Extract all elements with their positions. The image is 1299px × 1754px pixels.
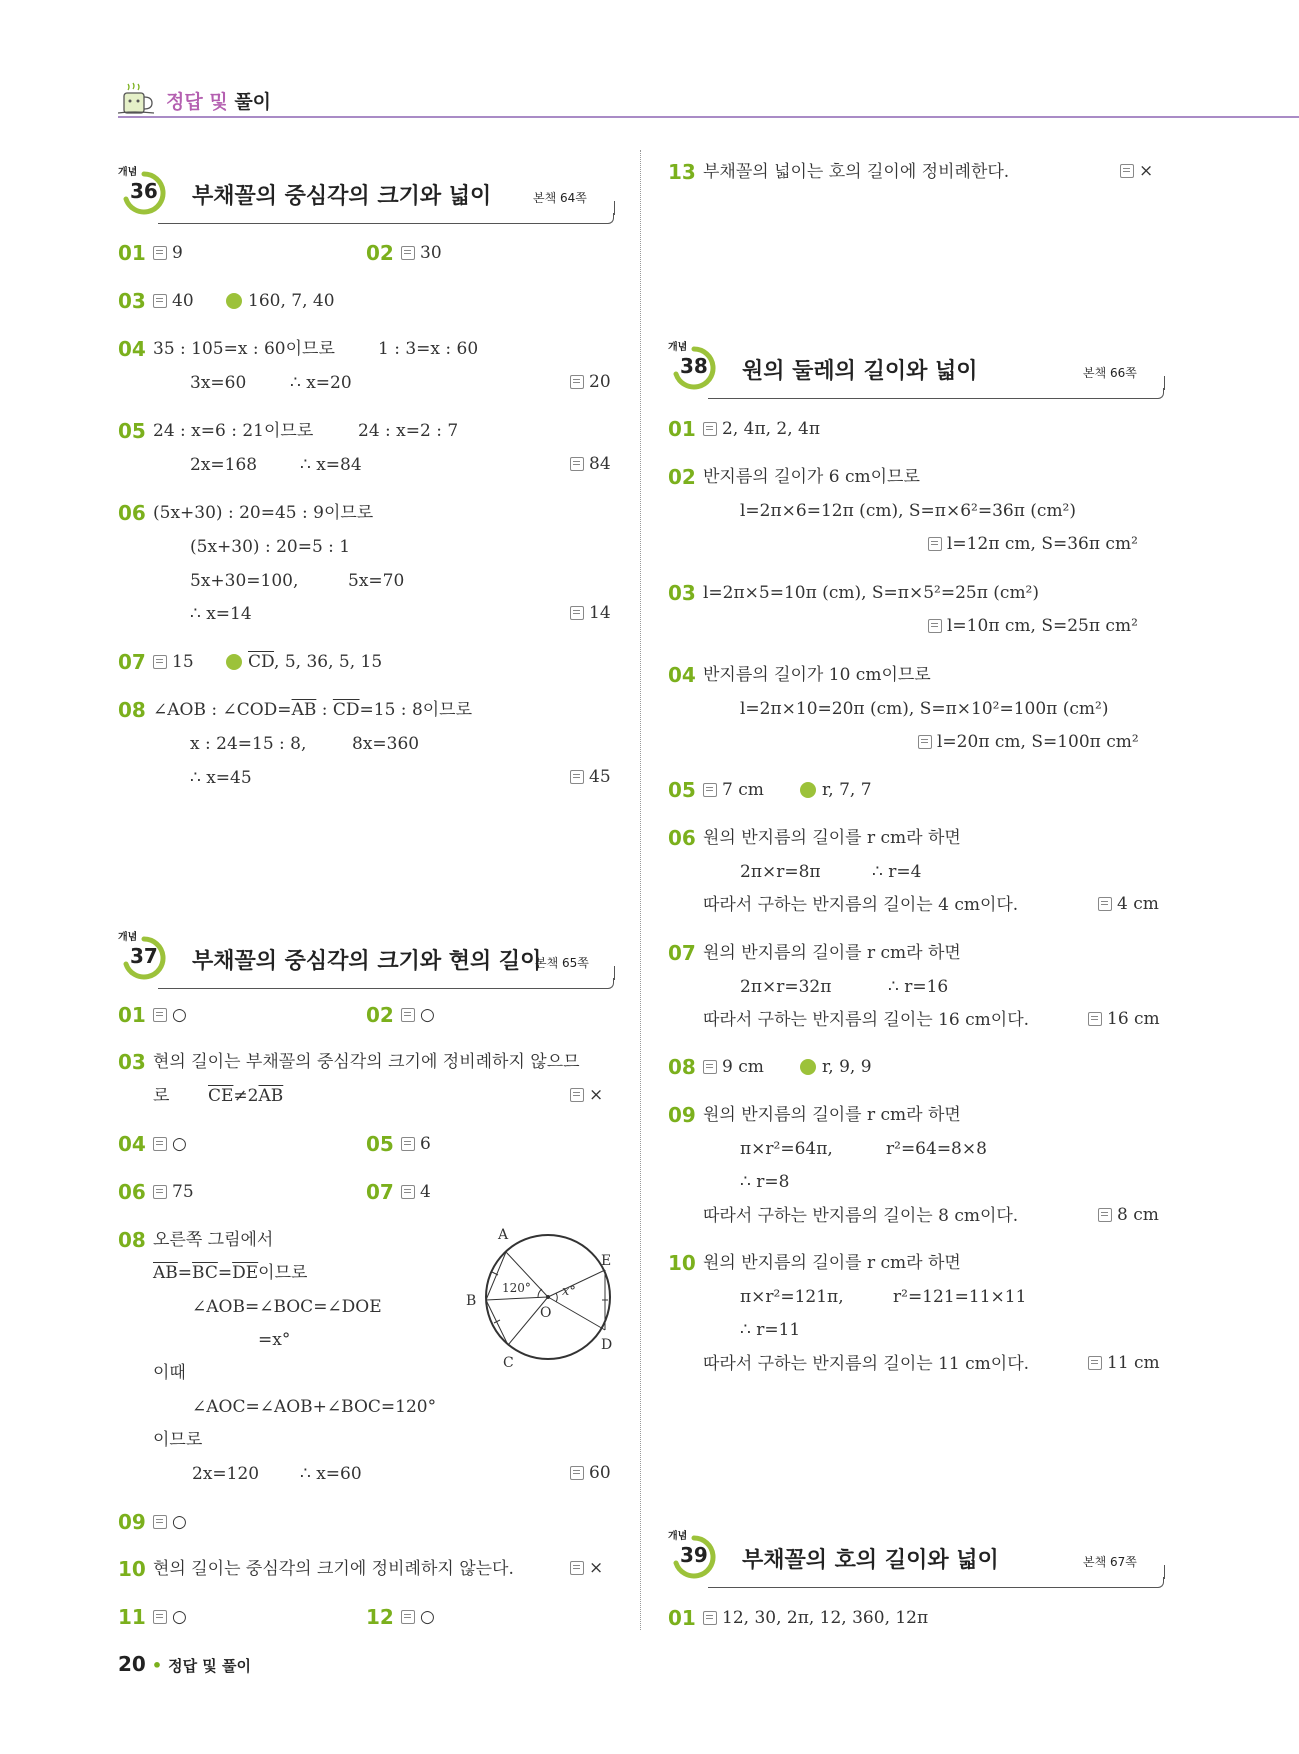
answer: 45 xyxy=(570,767,611,787)
answer-icon xyxy=(153,1137,167,1151)
answer-icon xyxy=(1098,897,1112,911)
point-o-label: O xyxy=(540,1305,552,1321)
answer: 14 xyxy=(570,603,611,623)
solution-line: 반지름의 길이가 6 cm이므로 xyxy=(703,467,920,487)
answer-icon xyxy=(401,246,415,260)
header-rule xyxy=(118,116,1299,118)
answer-icon xyxy=(928,619,942,633)
solution-line: 이때 xyxy=(153,1363,186,1383)
problem-number: 01 xyxy=(118,241,146,265)
problem-number: 08 xyxy=(118,698,146,722)
answer: 9 xyxy=(153,243,183,263)
answer: ○ xyxy=(153,1607,187,1627)
answer-icon xyxy=(570,606,584,620)
section-tag: 개념 xyxy=(118,167,138,178)
circle-figure xyxy=(458,1225,618,1370)
solution-line: 현의 길이는 부채꼴의 중심각의 크기에 정비례하지 않으므 xyxy=(153,1052,580,1072)
answer: 8 cm xyxy=(1098,1205,1159,1225)
problem-number: 05 xyxy=(118,419,146,443)
answer: 12, 30, 2π, 12, 360, 12π xyxy=(703,1608,928,1628)
solution-line: =x° xyxy=(258,1330,291,1350)
solution-line: ∠AOC=∠AOB+∠BOC=120° xyxy=(192,1397,437,1417)
solution-line: ∴ x=60 xyxy=(300,1464,362,1484)
solution-line: l=2π×6=12π (cm), S=π×6²=36π (cm²) xyxy=(740,501,1077,521)
answer-icon xyxy=(703,1611,717,1625)
solution-line: $\overline{CE}\ne 2\overline{AB}$ xyxy=(208,1086,284,1106)
solution-line: 원의 반지름의 길이를 r cm라 하면 xyxy=(703,828,961,848)
point-d-label: D xyxy=(601,1337,613,1353)
answer: l=12π cm, S=36π cm² xyxy=(928,534,1138,554)
solution-line: ∴ r=4 xyxy=(872,862,922,882)
solution-line: 따라서 구하는 반지름의 길이는 11 cm이다. xyxy=(703,1354,1030,1374)
solution-line: x : 24=15 : 8, xyxy=(190,734,307,754)
answer: 9 cm xyxy=(703,1057,764,1077)
solution-line: 따라서 구하는 반지름의 길이는 4 cm이다. xyxy=(703,895,1019,915)
answer: 4 cm xyxy=(1098,894,1159,914)
problem-number: 03 xyxy=(118,1050,146,1074)
footer-text: 정답 및 풀이 xyxy=(168,1657,251,1675)
problem-number: 08 xyxy=(668,1055,696,1079)
solution-line: 이므로 xyxy=(153,1430,203,1450)
pencil-icon xyxy=(800,782,816,798)
section-bracket xyxy=(708,1577,1164,1588)
answer: ○ xyxy=(401,1607,435,1627)
answer: ○ xyxy=(153,1005,187,1025)
answer-icon xyxy=(703,422,717,436)
problem-number: 01 xyxy=(668,1606,696,1630)
solution-hint: r, 7, 7 xyxy=(800,780,872,800)
answer: l=20π cm, S=100π cm² xyxy=(918,732,1139,752)
answer: 75 xyxy=(153,1182,194,1202)
answer-icon xyxy=(153,246,167,260)
answer: ○ xyxy=(153,1512,187,1532)
column-divider xyxy=(640,150,641,1630)
section-39-heading xyxy=(668,1527,1168,1592)
answer: 2, 4π, 2, 4π xyxy=(703,419,820,439)
solution-line: r²=121=11×11 xyxy=(893,1287,1027,1307)
section-bracket xyxy=(158,978,614,989)
angle-label: 120° xyxy=(502,1281,531,1295)
answer: ○ xyxy=(401,1005,435,1025)
solution-line: (5x+30) : 20=45 : 9이므로 xyxy=(153,503,374,523)
pencil-icon xyxy=(226,654,242,670)
solution-line: 원의 반지름의 길이를 r cm라 하면 xyxy=(703,943,961,963)
problem-number: 10 xyxy=(118,1557,146,1581)
solution-line: 따라서 구하는 반지름의 길이는 16 cm이다. xyxy=(703,1010,1030,1030)
answer-icon xyxy=(1088,1356,1102,1370)
problem-number: 09 xyxy=(118,1510,146,1534)
solution-hint: 160, 7, 40 xyxy=(226,291,335,311)
page-footer xyxy=(118,1652,251,1676)
solution-line: π×r²=121π, xyxy=(740,1287,844,1307)
answer-icon xyxy=(570,1088,584,1102)
solution-line: r²=64=8×8 xyxy=(886,1139,987,1159)
problem-number: 01 xyxy=(118,1003,146,1027)
answer: 15 xyxy=(153,652,194,672)
solution-line: 2x=120 xyxy=(192,1464,260,1484)
solution-line: 반지름의 길이가 10 cm이므로 xyxy=(703,665,931,685)
problem-number: 09 xyxy=(668,1103,696,1127)
solution-line: ∴ r=11 xyxy=(740,1320,801,1340)
problem-number: 03 xyxy=(118,289,146,313)
answer-icon xyxy=(153,1515,167,1529)
answer-icon xyxy=(703,783,717,797)
answer-icon xyxy=(401,1008,415,1022)
solution-line: 5x+30=100, xyxy=(190,571,299,591)
answer-icon xyxy=(570,1466,584,1480)
solution-line: 2π×r=8π xyxy=(740,862,821,882)
problem-number: 06 xyxy=(118,501,146,525)
problem-number: 11 xyxy=(118,1605,146,1629)
section-bracket xyxy=(158,213,614,224)
solution-line: π×r²=64π, xyxy=(740,1139,833,1159)
section-number: 38 xyxy=(680,354,708,378)
answer: × xyxy=(570,1558,603,1578)
answer-icon xyxy=(401,1137,415,1151)
solution-line: 오른쪽 그림에서 xyxy=(153,1230,274,1250)
answer-icon xyxy=(1098,1208,1112,1222)
solution-line: ∴ x=45 xyxy=(190,768,252,788)
problem-number: 03 xyxy=(668,581,696,605)
pencil-icon xyxy=(800,1059,816,1075)
answer: 16 cm xyxy=(1088,1009,1160,1029)
problem-number: 06 xyxy=(668,826,696,850)
problem-number: 10 xyxy=(668,1251,696,1275)
point-a-label: A xyxy=(498,1227,509,1243)
section-title: 부채꼴의 중심각의 크기와 현의 길이 xyxy=(192,949,542,974)
solution-hint: r, 9, 9 xyxy=(800,1057,872,1077)
solution-line: ∴ r=16 xyxy=(888,977,949,997)
pencil-icon xyxy=(226,293,242,309)
section-number: 39 xyxy=(680,1543,708,1567)
answer-icon xyxy=(570,457,584,471)
solution-line: 2x=168 xyxy=(190,455,258,475)
section-title: 부채꼴의 중심각의 크기와 넓이 xyxy=(192,184,492,209)
answer: 20 xyxy=(570,372,611,392)
x-angle-label: x° xyxy=(562,1284,576,1299)
problem-number: 01 xyxy=(668,417,696,441)
solution-line: 24 : x=6 : 21이므로 xyxy=(153,421,314,441)
answer-icon xyxy=(1120,164,1134,178)
header-word-1: 정답 xyxy=(166,91,203,113)
answer: 84 xyxy=(570,454,611,474)
answer: 11 cm xyxy=(1088,1353,1160,1373)
answer-icon xyxy=(153,1008,167,1022)
solution-line: 5x=70 xyxy=(348,571,405,591)
answer-icon xyxy=(703,1060,717,1074)
problem-number: 06 xyxy=(118,1180,146,1204)
answer-icon xyxy=(570,770,584,784)
problem-number: 04 xyxy=(668,663,696,687)
problem-number: 02 xyxy=(366,1003,394,1027)
problem-number: 07 xyxy=(366,1180,394,1204)
answer-icon xyxy=(1088,1012,1102,1026)
solution-line: 8x=360 xyxy=(352,734,420,754)
solution-line: 부채꼴의 넓이는 호의 길이에 정비례한다. xyxy=(703,162,1010,182)
page-number: 20 xyxy=(118,1652,146,1676)
section-reference: 본책 66쪽 xyxy=(1083,366,1137,380)
answer: 4 xyxy=(401,1182,431,1202)
answer-icon xyxy=(153,655,167,669)
answer-icon xyxy=(153,294,167,308)
solution-line: l=2π×5=10π (cm), S=π×5²=25π (cm²) xyxy=(703,583,1040,603)
section-tag: 개념 xyxy=(118,932,138,943)
solution-line: 원의 반지름의 길이를 r cm라 하면 xyxy=(703,1253,961,1273)
footer-bullet: • xyxy=(151,1656,163,1675)
answer: l=10π cm, S=25π cm² xyxy=(928,616,1138,636)
answer-icon xyxy=(401,1610,415,1624)
answer-icon xyxy=(401,1185,415,1199)
page-header xyxy=(118,80,1299,120)
solution-line: ∴ x=14 xyxy=(190,604,252,624)
problem-number: 07 xyxy=(118,650,146,674)
section-36-heading xyxy=(118,163,618,228)
point-e-label: E xyxy=(601,1253,612,1269)
point-b-label: B xyxy=(466,1293,477,1309)
solution-hint: $\overline{CD}$, 5, 36, 5, 15 xyxy=(226,652,382,672)
section-reference: 본책 65쪽 xyxy=(535,956,589,970)
header-word-2: 및 xyxy=(209,91,228,113)
section-title: 원의 둘레의 길이와 넓이 xyxy=(742,359,978,384)
section-37-heading xyxy=(118,928,618,993)
solution-line: $\overline{AB}=\overline{BC}=\overline{DE}$이므로 xyxy=(153,1263,308,1283)
answer-icon xyxy=(153,1185,167,1199)
answer: 40 xyxy=(153,291,194,311)
mug-icon xyxy=(118,82,158,116)
solution-line: l=2π×10=20π (cm), S=π×10²=100π (cm²) xyxy=(740,699,1109,719)
solution-line: ∴ x=20 xyxy=(290,373,352,393)
section-number: 36 xyxy=(130,179,158,203)
section-tag: 개념 xyxy=(668,1531,688,1542)
problem-number: 05 xyxy=(366,1132,394,1156)
problem-number: 02 xyxy=(366,241,394,265)
section-38-heading xyxy=(668,338,1168,403)
problem-number: 12 xyxy=(366,1605,394,1629)
answer: × xyxy=(570,1085,603,1105)
problem-number: 02 xyxy=(668,465,696,489)
solution-line: 따라서 구하는 반지름의 길이는 8 cm이다. xyxy=(703,1206,1019,1226)
solution-line: ∴ r=8 xyxy=(740,1172,790,1192)
answer-icon xyxy=(918,735,932,749)
answer-icon xyxy=(153,1610,167,1624)
answer-icon xyxy=(570,375,584,389)
solution-line: 24 : x=2 : 7 xyxy=(358,421,459,441)
problem-number: 08 xyxy=(118,1228,146,1252)
section-reference: 본책 64쪽 xyxy=(533,191,587,205)
answer: 60 xyxy=(570,1463,611,1483)
point-c-label: C xyxy=(503,1355,514,1370)
answer-icon xyxy=(928,537,942,551)
problem-number: 13 xyxy=(668,160,696,184)
problem-number: 04 xyxy=(118,1132,146,1156)
problem-number: 05 xyxy=(668,778,696,802)
answer-icon xyxy=(570,1561,584,1575)
answer: ○ xyxy=(153,1134,187,1154)
problem-number: 04 xyxy=(118,337,146,361)
problem-number: 07 xyxy=(668,941,696,965)
solution-line: ∴ x=84 xyxy=(300,455,362,475)
header-word-3: 풀이 xyxy=(234,91,272,113)
solution-line: 1 : 3=x : 60 xyxy=(378,339,479,359)
section-bracket xyxy=(708,388,1164,399)
solution-line: 35 : 105=x : 60이므로 xyxy=(153,339,335,359)
solution-line: ∠AOB=∠BOC=∠DOE xyxy=(192,1297,382,1317)
solution-line: ∠AOB : $\angle COD=\overline{AB}$ : $\overline{CD}=15$ : 8이므로 xyxy=(153,700,473,720)
solution-line: 원의 반지름의 길이를 r cm라 하면 xyxy=(703,1105,961,1125)
solution-line: (5x+30) : 20=5 : 1 xyxy=(190,537,351,557)
answer: 7 cm xyxy=(703,780,764,800)
answer: 30 xyxy=(401,243,442,263)
solution-line: 3x=60 xyxy=(190,373,247,393)
solution-line: 로 xyxy=(153,1086,170,1106)
answer: 6 xyxy=(401,1134,431,1154)
section-title: 부채꼴의 호의 길이와 넓이 xyxy=(742,1548,999,1573)
answer: × xyxy=(1120,161,1153,181)
solution-line: 현의 길이는 중심각의 크기에 정비례하지 않는다. xyxy=(153,1559,514,1579)
section-reference: 본책 67쪽 xyxy=(1083,1555,1137,1569)
solution-line: 2π×r=32π xyxy=(740,977,832,997)
section-number: 37 xyxy=(130,944,158,968)
section-tag: 개념 xyxy=(668,342,688,353)
